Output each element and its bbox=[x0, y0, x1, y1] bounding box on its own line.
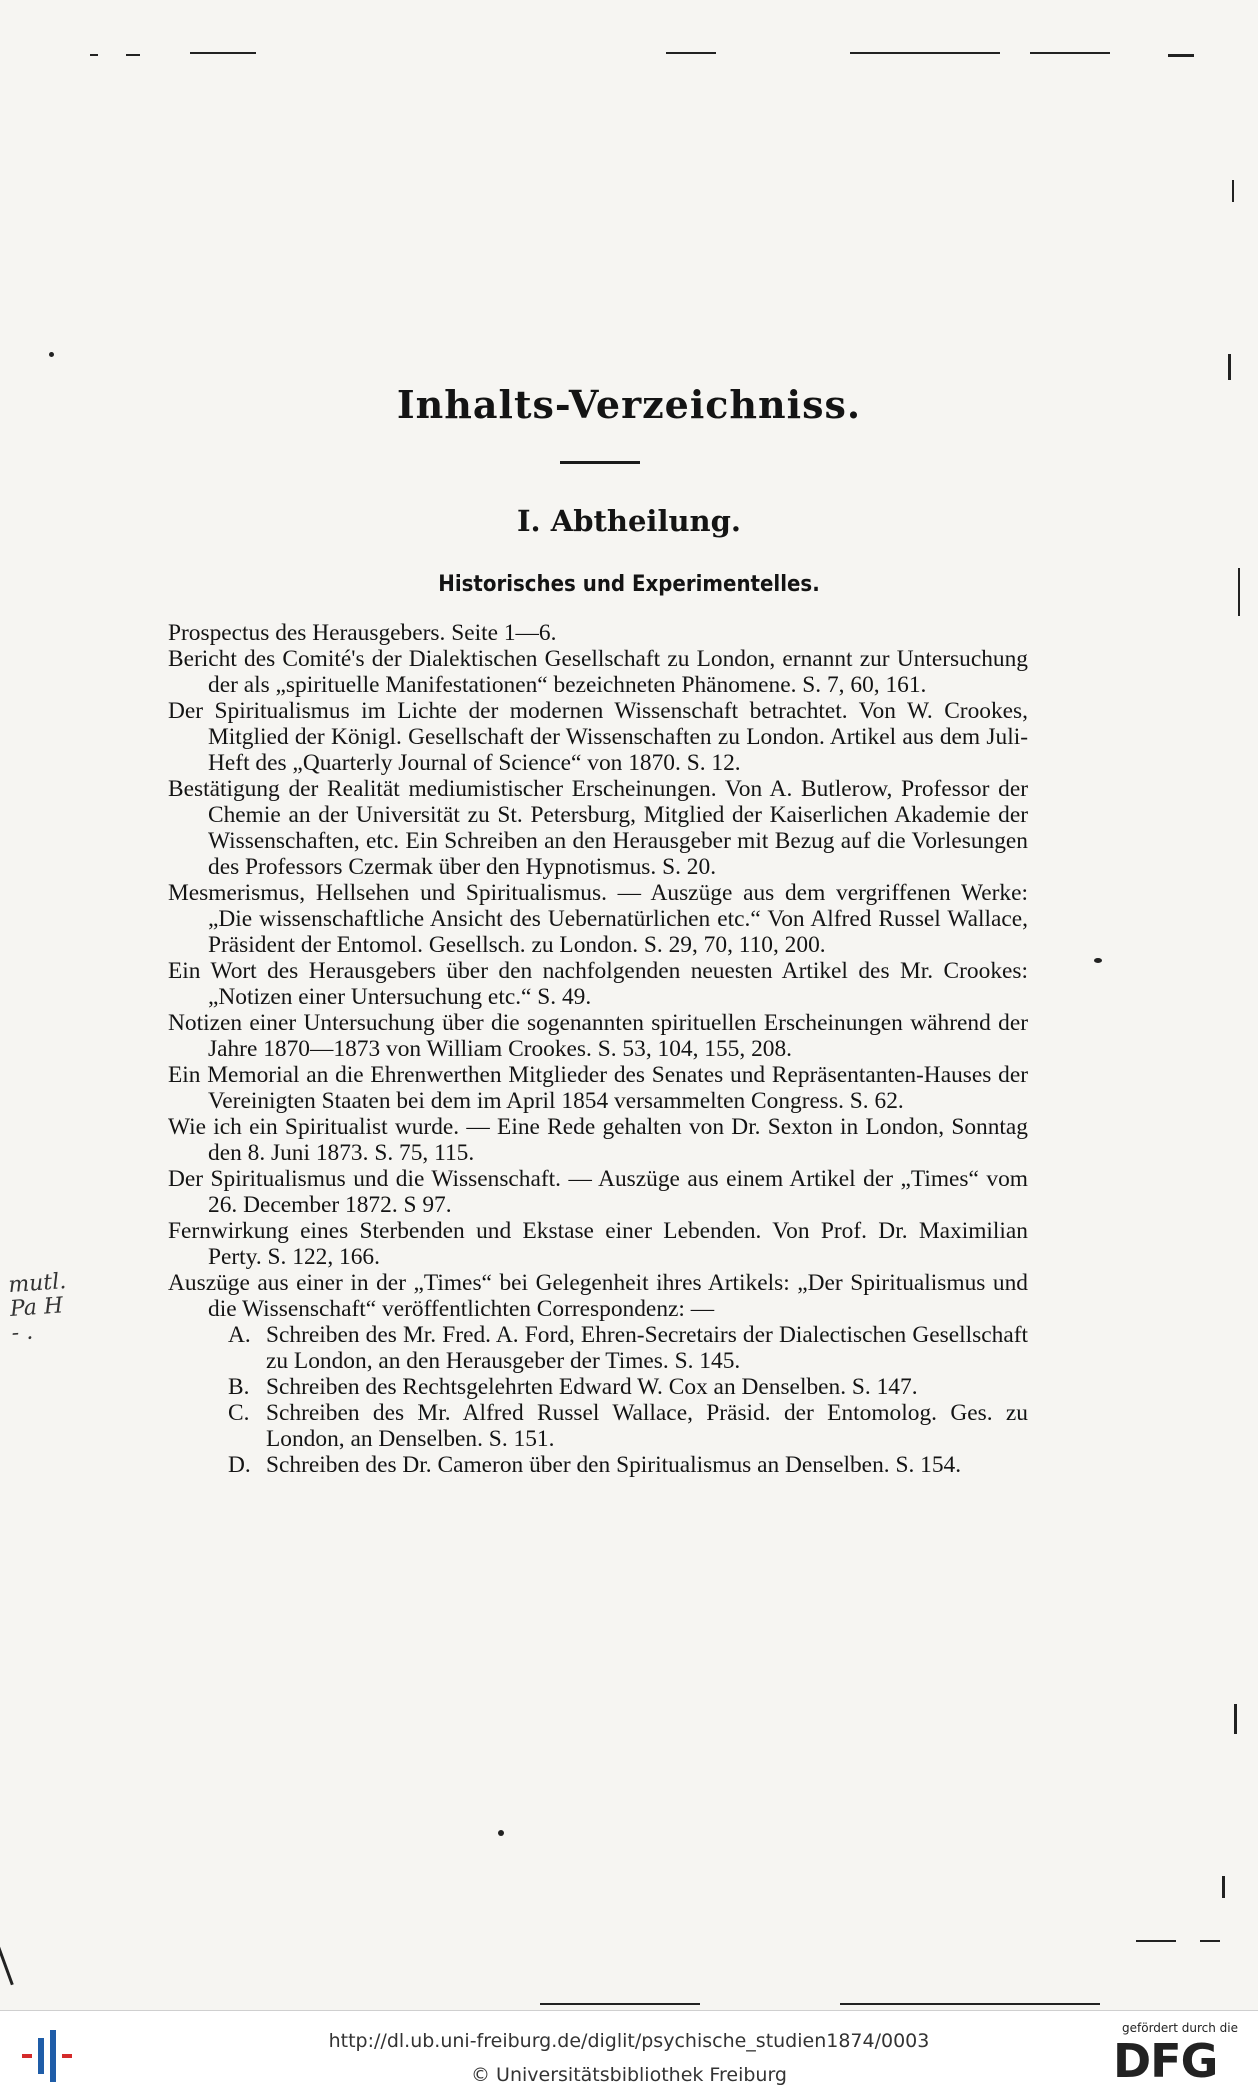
footer-copyright: © Universitätsbibliothek Freiburg bbox=[471, 2064, 787, 2086]
page-title: Inhalts-Verzeichniss. bbox=[396, 382, 862, 427]
subentry-text: Schreiben des Dr. Cameron über den Spiritualismus an Denselben. S. 154. bbox=[266, 1452, 962, 1478]
subsection-heading: Historisches und Experimentelles. bbox=[438, 572, 820, 597]
scan-mark bbox=[1232, 180, 1234, 202]
toc-entry: Ein Wort des Herausgebers über den nachfolgenden neuesten Artikel des Mr. Crookes: „Notizen einer Untersuchung etc.“ S. 49. bbox=[168, 958, 1028, 1010]
scan-mark bbox=[540, 2003, 700, 2005]
section-heading: I. Abtheilung. bbox=[516, 504, 742, 538]
scan-mark bbox=[49, 352, 54, 357]
margin-note bbox=[8, 1270, 71, 1346]
funding-caption: gefördert durch die bbox=[1122, 2021, 1238, 2035]
subentry-text: Schreiben des Rechtsgelehrten Edward W. Cox an Denselben. S. 147. bbox=[266, 1374, 918, 1400]
subentry-text: Schreiben des Mr. Alfred Russel Wallace, Präsid. der Entomolog. Ges. zu London, an Denselben. S. 151. bbox=[266, 1400, 1028, 1452]
scan-mark bbox=[850, 52, 1000, 54]
toc-entry: Mesmerismus, Hellsehen und Spiritualismus. — Auszüge aus dem vergriffenen Werke: „Die wissenschaftliche Ansicht des Uebernatürlichen etc.“ Von Alfred Russel Wallace, Präsident der Entomol. Gesellsch. zu London. S. 29, 70, 110, 200. bbox=[168, 880, 1028, 958]
margin-note-line: mutl. bbox=[7, 1269, 67, 1299]
toc-entry: Wie ich ein Spiritualist wurde. — Eine Rede gehalten von Dr. Sexton in London, Sonntag den 8. Juni 1873. S. 75, 115. bbox=[168, 1114, 1028, 1166]
scan-mark bbox=[90, 54, 98, 56]
scan-mark bbox=[666, 52, 716, 54]
scan-mark bbox=[190, 52, 256, 54]
toc-entry: Fernwirkung eines Sterbenden und Ekstase einer Lebenden. Von Prof. Dr. Maximilian Perty. S. 122, 166. bbox=[168, 1218, 1028, 1270]
scan-mark bbox=[1136, 1940, 1176, 1942]
table-of-contents bbox=[168, 620, 1028, 1478]
scan-mark bbox=[1234, 1704, 1237, 1734]
toc-entry: Ein Memorial an die Ehrenwerthen Mitglieder des Senates und Repräsentanten-Hauses der Vereinigten Staaten bei dem im April 1854 versammelten Congress. S. 62. bbox=[168, 1062, 1028, 1114]
scan-mark bbox=[1222, 1876, 1225, 1898]
toc-entry: Bestätigung der Realität mediumistischer Erscheinungen. Von A. Butlerow, Professor der Chemie an der Universität zu St. Petersburg, Mitglied der Kaiserlichen Akademie der Wissenschaften, etc. Ein Schreiben an den Herausgeber mit Bezug auf die Vorlesungen des Professors Czermak über den Hypnotismus. S. 20. bbox=[168, 776, 1028, 880]
scan-mark bbox=[1228, 354, 1231, 380]
scan-mark bbox=[1094, 958, 1102, 963]
dfg-logo: DFG bbox=[1113, 2034, 1218, 2088]
toc-entry: Auszüge aus einer in der „Times“ bei Gelegenheit ihres Artikels: „Der Spiritualismus und die Wissenschaft“ veröffentlichten Correspondenz: — bbox=[168, 1270, 1028, 1322]
scan-mark bbox=[1238, 568, 1240, 616]
toc-subentry bbox=[168, 1452, 1028, 1478]
toc-subentry bbox=[168, 1400, 1028, 1452]
scan-mark bbox=[1200, 1940, 1220, 1942]
scan-mark bbox=[840, 2003, 1100, 2005]
logo-dash bbox=[22, 2054, 32, 2058]
subentry-letter: A. bbox=[228, 1322, 251, 1348]
toc-entry: Der Spiritualismus und die Wissenschaft. — Auszüge aus einem Artikel der „Times“ vom 26. December 1872. S 97. bbox=[168, 1166, 1028, 1218]
toc-entry: Der Spiritualismus im Lichte der modernen Wissenschaft betrachtet. Von W. Crookes, Mitglied der Königl. Gesellschaft der Wissenschaften zu London. Artikel aus dem Juli-Heft des „Quarterly Journal of Science“ von 1870. S. 12. bbox=[168, 698, 1028, 776]
subentry-text: Schreiben des Mr. Fred. A. Ford, Ehren-Secretairs der Dialectischen Gesellschaft zu London, an den Herausgeber der Times. S. 145. bbox=[266, 1322, 1028, 1374]
scan-mark bbox=[0, 1947, 14, 1986]
margin-note-line: Pa H bbox=[9, 1293, 64, 1322]
scan-mark bbox=[126, 54, 140, 56]
toc-subentry bbox=[168, 1322, 1028, 1374]
toc-entry: Prospectus des Herausgebers. Seite 1—6. bbox=[168, 620, 557, 646]
scan-mark bbox=[1168, 54, 1194, 57]
toc-subentry bbox=[168, 1374, 1028, 1400]
toc-entry: Notizen einer Untersuchung über die sogenannten spirituellen Erscheinungen während der Jahre 1870—1873 von William Crookes. S. 53, 104, 155, 208. bbox=[168, 1010, 1028, 1062]
subentry-letter: C. bbox=[228, 1400, 250, 1426]
toc-entry: Bericht des Comité's der Dialektischen Gesellschaft zu London, ernannt zur Untersuchung der als „spirituelle Manifestationen“ bezeichneten Phänomene. S. 7, 60, 161. bbox=[168, 646, 1028, 698]
subentry-letter: B. bbox=[228, 1374, 250, 1400]
title-rule bbox=[560, 461, 640, 464]
margin-note-line: - . bbox=[10, 1319, 34, 1346]
subentry-letter: D. bbox=[228, 1452, 251, 1478]
footer-url[interactable]: http://dl.ub.uni-freiburg.de/diglit/psychische_studien1874/0003 bbox=[328, 2030, 930, 2052]
scan-mark bbox=[498, 1830, 504, 1836]
logo-dash bbox=[62, 2054, 72, 2058]
viewer-footer bbox=[0, 2010, 1258, 2100]
scan-mark bbox=[1030, 52, 1110, 54]
